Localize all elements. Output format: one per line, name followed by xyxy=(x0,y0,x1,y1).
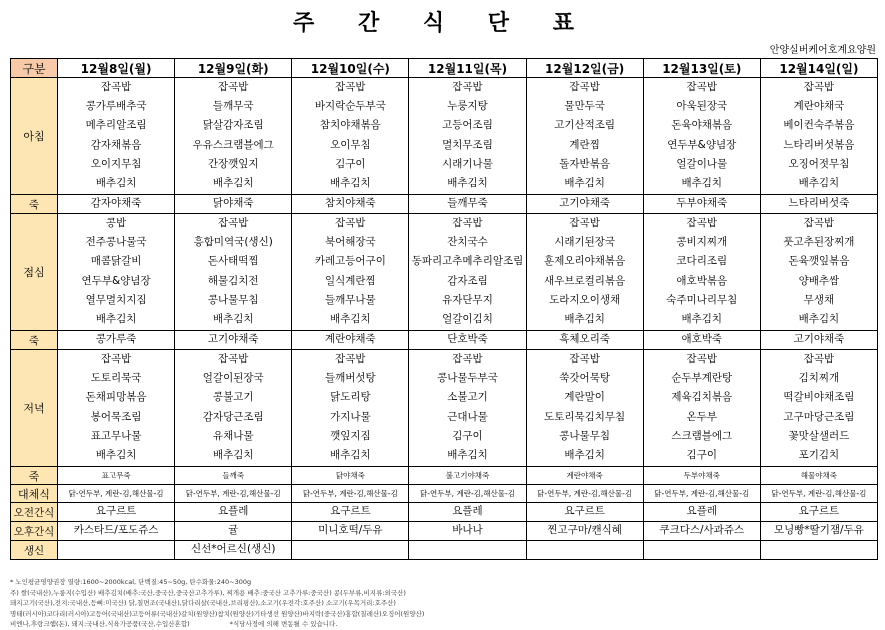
menu-item: 배추김치 xyxy=(564,312,605,325)
menu-cell: 요구르트 xyxy=(58,503,175,522)
menu-cell xyxy=(292,541,409,560)
menu-cell: 두부야채죽 xyxy=(643,195,760,214)
menu-item: 배추김치 xyxy=(330,312,371,325)
menu-item: 배추김치 xyxy=(95,312,137,325)
menu-item: 닭살감자조림 xyxy=(202,119,264,132)
menu-cell: 닭-연두부, 계란-김,해산물-김 xyxy=(409,485,526,503)
menu-cell: 단호박죽 xyxy=(409,331,526,350)
menu-item: 잡곡밥 xyxy=(335,353,366,365)
menu-item: 시래기나물 xyxy=(442,157,493,170)
menu-item: 얼갈이된장국 xyxy=(202,372,264,385)
menu-cell: 닭-연두부, 계란-김,해산물-김 xyxy=(643,485,760,503)
menu-item: 들깨무국 xyxy=(212,100,254,113)
menu-item: 오이무침 xyxy=(330,138,371,151)
menu-item: 온두부 xyxy=(686,410,717,423)
menu-item: 잡곡밥 xyxy=(803,81,835,93)
menu-item: 닭도리탕 xyxy=(330,391,371,404)
menu-row-8 xyxy=(11,522,878,541)
menu-cell xyxy=(760,350,877,467)
meal-category: 오후간식 xyxy=(11,522,58,541)
menu-item: 코다리조림 xyxy=(676,255,728,268)
menu-item: 콩불고기 xyxy=(212,391,254,404)
menu-item: 배추김치 xyxy=(798,312,840,325)
menu-row-4 xyxy=(11,350,878,467)
menu-item: 배추김치 xyxy=(447,448,488,461)
menu-row-9 xyxy=(11,541,878,560)
menu-item: 배추김치 xyxy=(447,176,488,189)
menu-item: 숙주미나리무침 xyxy=(666,293,738,306)
menu-item: 간장깻잎지 xyxy=(207,157,259,170)
menu-cell xyxy=(760,541,877,560)
menu-item: 유자단무지 xyxy=(442,293,493,306)
menu-item: 콩비지찌개 xyxy=(676,236,728,249)
meal-category: 죽 xyxy=(11,467,58,485)
menu-item: 순두부계란탕 xyxy=(671,372,733,385)
menu-item: 잡곡밥 xyxy=(803,353,835,365)
meal-category: 생신 xyxy=(11,541,58,560)
menu-item: 배추김치 xyxy=(212,312,254,325)
meal-category: 아침 xyxy=(11,78,58,195)
menu-item: 베이컨숙주볶음 xyxy=(783,119,855,132)
page-title: 주 간 식 단 표 xyxy=(293,11,592,36)
menu-cell xyxy=(643,78,760,195)
note-line: 비엔나,후랑크햄(돈), 돼지:국내산,식육가공품(국산,수입산혼합) *식당사정에 의해 변동될 수 있습니다. xyxy=(10,620,338,628)
menu-item: 김구이 xyxy=(686,448,717,461)
menu-cell: 고기야채죽 xyxy=(760,331,877,350)
weekly-menu-table xyxy=(10,58,878,560)
menu-cell: 신선*어르신(생신) xyxy=(175,541,292,560)
menu-item: 훈제오리야채볶음 xyxy=(544,255,626,268)
menu-cell xyxy=(175,214,292,331)
note-line: 명태(러시아)코다리(러시아)고등어(국내산)고등어류(국내산)갈치(원양산)참치(원양산)기타생선 원양산)바지락(중국산)홍합(칠레산)오징어(원양산) xyxy=(10,609,425,618)
meal-category: 오전간식 xyxy=(11,503,58,522)
menu-cell: 콩가루죽 xyxy=(58,331,175,350)
menu-item: 얼갈이나물 xyxy=(676,157,728,170)
menu-item: 풋고추된장찌개 xyxy=(783,236,855,249)
header-corner: 구분 xyxy=(11,59,58,78)
meal-category: 죽 xyxy=(11,195,58,214)
menu-item: 도토리묵국 xyxy=(90,372,142,385)
menu-item: 무생채 xyxy=(803,293,835,306)
menu-item: 메추리알조림 xyxy=(85,119,147,132)
menu-cell xyxy=(175,78,292,195)
menu-item: 애호박볶음 xyxy=(676,274,728,287)
menu-item: 소불고기 xyxy=(447,391,488,404)
menu-cell xyxy=(58,78,175,195)
menu-item: 잡곡밥 xyxy=(217,217,249,229)
menu-cell xyxy=(760,214,877,331)
menu-item: 도라지오이생채 xyxy=(549,293,621,306)
menu-cell: 쿠크다스/사과쥬스 xyxy=(643,522,760,541)
menu-row-3 xyxy=(11,331,878,350)
menu-cell xyxy=(526,214,643,331)
menu-cell xyxy=(760,78,877,195)
menu-item: 참치야채볶음 xyxy=(319,119,381,132)
menu-cell xyxy=(292,350,409,467)
menu-item: 잡곡밥 xyxy=(803,217,835,229)
menu-item: 누룽지탕 xyxy=(447,100,488,113)
menu-cell: 요플레 xyxy=(643,503,760,522)
menu-item: 잡곡밥 xyxy=(569,353,600,365)
menu-item: 잔치국수 xyxy=(447,236,488,249)
menu-cell xyxy=(58,541,175,560)
note-line: 주) 쌀(국내산),누룽지(수입산) 배추김치(배추:국산,중국산,중국산고추가루), 찌개용 배추:중국산 고추가루:중국산) 콩(두부류,비지류:외국산) xyxy=(10,588,406,597)
menu-item: 멸치무조림 xyxy=(442,138,493,151)
header-row xyxy=(11,59,878,78)
day-header: 12월12일(금) xyxy=(526,59,643,78)
menu-item: 배추김치 xyxy=(95,448,137,461)
menu-item: 김치찌개 xyxy=(798,372,840,385)
menu-item: 우유스크램블에그 xyxy=(192,138,274,151)
menu-cell xyxy=(643,541,760,560)
menu-cell: 닭야채죽 xyxy=(292,467,409,485)
menu-cell: 바나나 xyxy=(409,522,526,541)
menu-item: 오징어젓무침 xyxy=(788,157,850,170)
menu-item: 매콤닭갈비 xyxy=(90,255,142,268)
menu-cell: 닭-연두부, 계란-김,해산물-김 xyxy=(58,485,175,503)
day-header: 12월8일(월) xyxy=(58,59,175,78)
menu-item: 꽃맛살샐러드 xyxy=(788,429,850,442)
notes-section xyxy=(10,577,878,630)
menu-row-6 xyxy=(11,485,878,503)
footnote: *식당사정에 의해 변동될 수 있습니다. xyxy=(229,620,338,628)
menu-cell: 요플레 xyxy=(409,503,526,522)
menu-item: 흥합미역국(생신) xyxy=(193,236,273,249)
menu-cell: 고기야채죽 xyxy=(526,195,643,214)
menu-cell xyxy=(409,541,526,560)
menu-cell xyxy=(526,350,643,467)
menu-item: 잡곡밥 xyxy=(100,81,132,93)
menu-item: 잡곡밥 xyxy=(569,217,600,229)
menu-item: 연두부&양념장 xyxy=(81,274,151,287)
day-header: 12월11일(목) xyxy=(409,59,526,78)
menu-cell xyxy=(58,214,175,331)
menu-cell xyxy=(526,78,643,195)
menu-cell: 요구르트 xyxy=(526,503,643,522)
meal-category: 대체식 xyxy=(11,485,58,503)
menu-item: 느타리버섯볶음 xyxy=(783,138,855,151)
menu-item: 물만두국 xyxy=(564,100,605,113)
menu-cell xyxy=(409,350,526,467)
menu-cell: 요구르트 xyxy=(760,503,877,522)
menu-item: 배추김치 xyxy=(564,448,605,461)
menu-item: 감자조림 xyxy=(447,274,488,287)
menu-cell: 요구르트 xyxy=(292,503,409,522)
menu-item: 시래기된장국 xyxy=(554,236,616,249)
menu-item: 고기산적조림 xyxy=(554,119,616,132)
menu-item: 잡곡밥 xyxy=(569,81,600,93)
menu-item: 잡곡밥 xyxy=(452,81,483,93)
menu-item: 잡곡밥 xyxy=(686,217,717,229)
menu-item: 깻잎지짐 xyxy=(330,429,371,442)
menu-item: 돌자반볶음 xyxy=(559,157,610,170)
menu-item: 계란찜 xyxy=(569,138,600,151)
menu-item: 잡곡밥 xyxy=(217,81,249,93)
menu-cell: 흑체오리죽 xyxy=(526,331,643,350)
day-header: 12월9일(화) xyxy=(175,59,292,78)
menu-item: 콩나물무침 xyxy=(559,429,610,442)
menu-item: 콩밥 xyxy=(105,217,127,229)
menu-item: 감자당근조림 xyxy=(202,410,264,423)
menu-item: 배추김치 xyxy=(212,176,254,189)
menu-item: 아욱된장국 xyxy=(676,100,728,113)
menu-cell: 요플레 xyxy=(175,503,292,522)
menu-item: 봉어묵조림 xyxy=(90,410,142,423)
meal-category: 죽 xyxy=(11,331,58,350)
menu-item: 돈육야채볶음 xyxy=(671,119,733,132)
menu-item: 도토리묵김치무침 xyxy=(544,410,626,423)
menu-cell: 참치야채죽 xyxy=(292,195,409,214)
menu-row-7 xyxy=(11,503,878,522)
menu-item: 배추김치 xyxy=(681,176,723,189)
menu-item: 콩가루배추국 xyxy=(85,100,147,113)
menu-item: 잡곡밥 xyxy=(335,81,366,93)
menu-item: 콩나물무침 xyxy=(207,293,259,306)
menu-item: 연두부&양념장 xyxy=(667,138,737,151)
menu-cell: 불고기야채죽 xyxy=(409,467,526,485)
menu-cell xyxy=(292,78,409,195)
menu-item: 새우브로컬리볶음 xyxy=(544,274,626,287)
menu-item: 전주콩나물국 xyxy=(85,236,147,249)
menu-item: 카레고등어구이 xyxy=(314,255,386,268)
menu-item: 오이지무침 xyxy=(90,157,142,170)
menu-item: 계란야채국 xyxy=(793,100,845,113)
menu-item: 일식계란찜 xyxy=(324,274,376,287)
menu-cell: 닭-연두부, 계란-김,해산물-김 xyxy=(175,485,292,503)
menu-item: 배추김치 xyxy=(798,176,840,189)
menu-item: 잡곡밥 xyxy=(100,353,132,365)
menu-cell: 두부야채죽 xyxy=(643,467,760,485)
menu-item: 잡곡밥 xyxy=(686,81,717,93)
day-header: 12월10일(수) xyxy=(292,59,409,78)
menu-item: 잡곡밥 xyxy=(686,353,717,365)
menu-item: 가지나물 xyxy=(330,410,371,423)
menu-cell xyxy=(643,350,760,467)
menu-cell xyxy=(643,214,760,331)
menu-item: 스크램블에그 xyxy=(671,429,733,442)
menu-item: 제육김치볶음 xyxy=(671,391,733,404)
menu-item: 고구마당근조림 xyxy=(783,410,855,423)
menu-cell xyxy=(526,541,643,560)
menu-item: 배추김치 xyxy=(95,176,137,189)
menu-item: 잡곡밥 xyxy=(452,353,483,365)
menu-item: 돈육깻잎볶음 xyxy=(788,255,850,268)
menu-item: 포기김치 xyxy=(798,448,840,461)
menu-row-1 xyxy=(11,195,878,214)
menu-item: 김구이 xyxy=(335,157,366,170)
menu-cell: 감자야채죽 xyxy=(58,195,175,214)
menu-item: 열무멸치지짐 xyxy=(85,293,147,306)
menu-item: 동파리고추메추리알조림 xyxy=(411,255,524,268)
day-header: 12월13일(토) xyxy=(643,59,760,78)
menu-row-5 xyxy=(11,467,878,485)
menu-row-0 xyxy=(11,78,878,195)
meal-category: 점심 xyxy=(11,214,58,331)
menu-item: 북어해장국 xyxy=(324,236,376,249)
menu-item: 돈채피망볶음 xyxy=(85,391,147,404)
day-header: 12월14일(일) xyxy=(760,59,877,78)
meal-category: 저녁 xyxy=(11,350,58,467)
menu-item: 쑥갓어묵탕 xyxy=(559,372,610,385)
menu-cell: 찐고구마/캔식혜 xyxy=(526,522,643,541)
menu-item: 바지락순두부국 xyxy=(314,100,386,113)
menu-item: 잡곡밥 xyxy=(217,353,249,365)
menu-item: 잡곡밥 xyxy=(452,217,483,229)
menu-item: 잡곡밥 xyxy=(335,217,366,229)
menu-cell xyxy=(292,214,409,331)
menu-item: 배추김치 xyxy=(681,312,723,325)
menu-item: 들깨무나물 xyxy=(324,293,376,306)
menu-item: 감자채볶음 xyxy=(90,138,142,151)
menu-item: 해물김치전 xyxy=(207,274,259,287)
menu-item: 배추김치 xyxy=(212,448,254,461)
menu-item: 배추김치 xyxy=(330,176,371,189)
menu-cell xyxy=(58,350,175,467)
menu-cell: 닭-연두부, 계란-김,해산물-김 xyxy=(292,485,409,503)
menu-cell: 모닝빵*딸기잼/두유 xyxy=(760,522,877,541)
menu-item: 얼갈이김치 xyxy=(442,312,493,325)
menu-item: 콩나물두부국 xyxy=(437,372,498,385)
menu-item: 배추김치 xyxy=(330,448,371,461)
menu-cell: 계란야채죽 xyxy=(526,467,643,485)
menu-cell: 표고무죽 xyxy=(58,467,175,485)
note-line: * 노인평균영양권장 열량:1600~2000kcal, 단백질:45~50g, 탄수화물:240~300g xyxy=(10,578,252,586)
menu-cell xyxy=(409,214,526,331)
menu-cell xyxy=(409,78,526,195)
menu-row-2 xyxy=(11,214,878,331)
menu-cell: 계란야채죽 xyxy=(292,331,409,350)
menu-item: 돈사태떡찜 xyxy=(207,255,259,268)
menu-cell: 고기야채죽 xyxy=(175,331,292,350)
menu-item: 떡갈비야채조림 xyxy=(783,391,855,404)
menu-cell: 카스타드/포도쥬스 xyxy=(58,522,175,541)
menu-cell: 닭야채죽 xyxy=(175,195,292,214)
menu-item: 김구이 xyxy=(452,429,483,442)
menu-item: 계란말이 xyxy=(564,391,605,404)
menu-item: 고등어조림 xyxy=(442,119,493,132)
menu-item: 양배추쌈 xyxy=(798,274,840,287)
menu-cell: 애호박죽 xyxy=(643,331,760,350)
menu-cell: 느타리버섯죽 xyxy=(760,195,877,214)
menu-cell: 들깨무죽 xyxy=(409,195,526,214)
menu-cell: 해물야채죽 xyxy=(760,467,877,485)
menu-item: 배추김치 xyxy=(564,176,605,189)
menu-item: 표고무나물 xyxy=(90,429,142,442)
menu-cell: 들깨죽 xyxy=(175,467,292,485)
organization-name: 안양실버케어호계요양원 xyxy=(769,45,876,56)
menu-cell: 닭-연두부, 계란-김,해산물-김 xyxy=(760,485,877,503)
menu-cell: 미니호떡/두유 xyxy=(292,522,409,541)
menu-item: 유채나물 xyxy=(212,429,254,442)
menu-item: 들깨버섯탕 xyxy=(324,372,376,385)
menu-cell xyxy=(175,350,292,467)
note-line: 돼지고기(국산),전지:국내산,등뼈:미국산) 닭,칠면조(국내산),닭다리살(국내산,브리핑산),소고기(우전각:호주산) 소고기(우목거리:호주산) xyxy=(10,599,396,607)
menu-cell: 닭-연두부, 계란-김,해산물-김 xyxy=(526,485,643,503)
menu-item: 근대나물 xyxy=(447,410,488,423)
menu-cell: 귤 xyxy=(175,522,292,541)
